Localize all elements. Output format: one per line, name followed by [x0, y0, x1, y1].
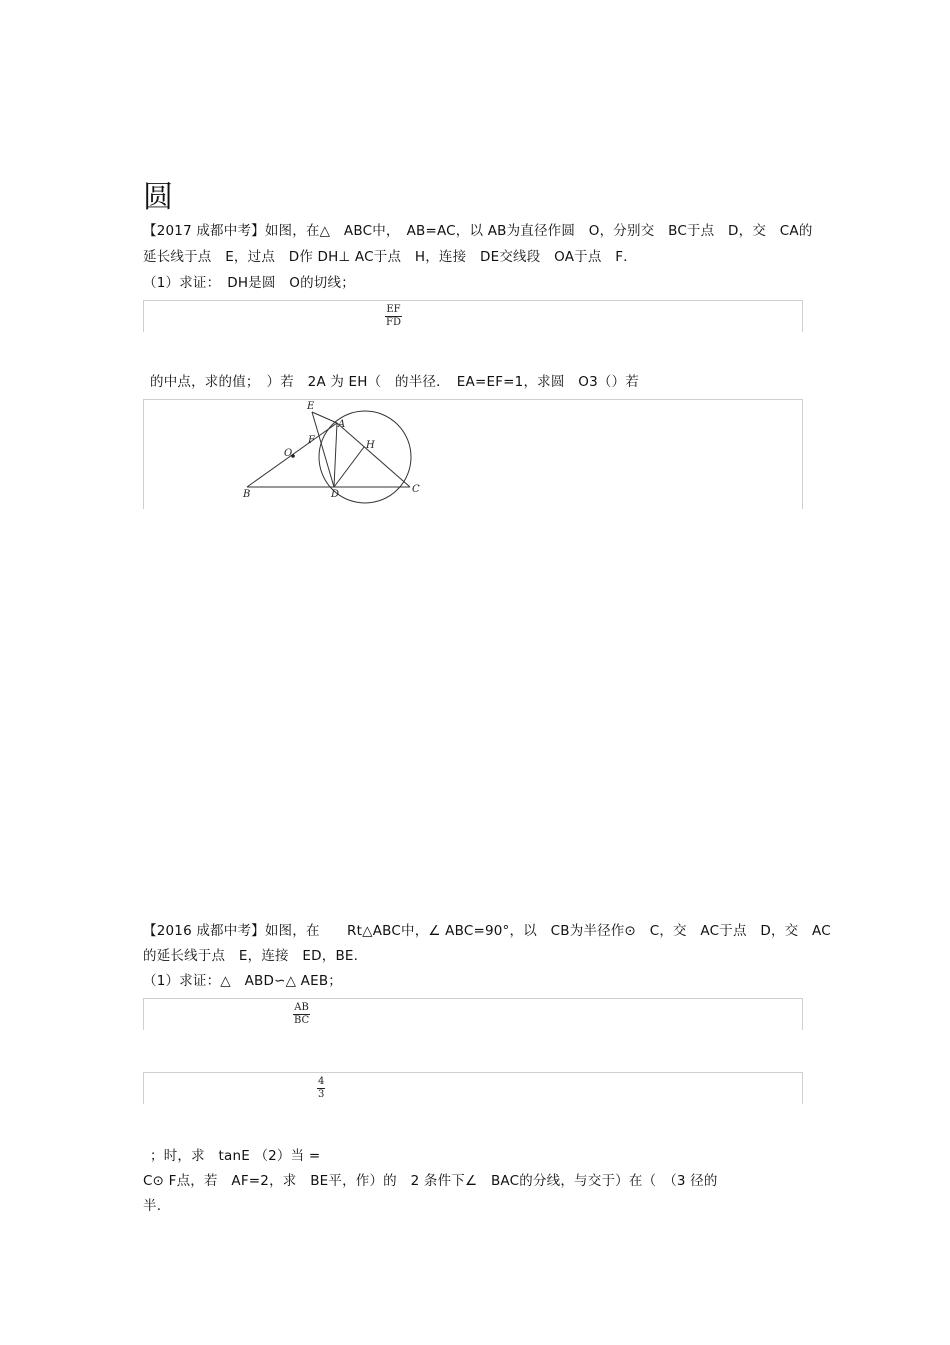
problem2-fraction-box-1	[143, 998, 803, 1030]
problem1-fraction-box	[143, 300, 803, 332]
problem2-fraction-box-2	[143, 1072, 803, 1104]
label-h: H	[366, 440, 375, 451]
problem1-statement-line1: 【2017 成都中考】如图，在△ ABC中， AB=AC，以 AB为直径作圆 O，分别交 BC于点 D，交 CA的	[143, 223, 813, 239]
problem1-question2: 的中点，求的值； ）若 2A 为 EH（ 的半径． EA=EF=1，求圆 O3（）若	[150, 374, 639, 390]
problem2-question2-line2: C⊙ F点，若 AF=2，求 BE平，作）的 2 条件下∠ BAC的分线，与交于）在（ （3 径的	[143, 1173, 718, 1189]
problem2-statement-line2: 的延长线于点 E，连接 ED，BE.	[143, 948, 359, 964]
segment-dh	[334, 447, 364, 487]
problem2-question2-line1: ；时，求 tanE （2）当 =	[150, 1148, 321, 1164]
segment-ac	[337, 423, 410, 487]
segment-ad	[334, 423, 337, 487]
label-f: F	[308, 435, 315, 446]
problem1-figure-box	[143, 399, 803, 509]
page-title: 圆	[143, 180, 173, 215]
label-e: E	[307, 401, 315, 412]
fraction-denominator: 3	[318, 1089, 325, 1100]
problem2-statement-line1: 【2016 成都中考】如图，在 Rt△ABC中，∠ ABC=90°，以 CB为半径作⊙ C，交 AC于点 D，交 AC	[143, 923, 831, 939]
problem1-question1: （1）求证： DH是圆 O的切线；	[143, 275, 355, 291]
problem2-fraction-1	[293, 1002, 310, 1027]
label-a: A	[338, 419, 346, 430]
problem2-fraction-2	[317, 1076, 325, 1101]
fraction-numerator: EF	[386, 304, 401, 315]
problem2-question1: （1）求证：△ ABD∽△ AEB；	[143, 973, 342, 989]
fraction-denominator: FD	[386, 317, 401, 328]
label-b: B	[243, 489, 251, 500]
label-c: C	[412, 484, 420, 495]
problem1-fraction	[385, 304, 402, 329]
fraction-denominator: BC	[294, 1015, 310, 1026]
label-d: D	[331, 489, 340, 500]
label-o: O	[284, 448, 293, 459]
fraction-numerator: 4	[318, 1076, 325, 1087]
segment-ea	[312, 412, 337, 423]
problem1-statement-line2: 延长线于点 E，过点 D作 DH⊥ AC于点 H，连接 DE交线段 OA于点 F．	[143, 249, 637, 265]
problem2-question2-line3: 半.	[143, 1198, 162, 1214]
geometry-figure-1	[234, 400, 534, 510]
fraction-numerator: AB	[294, 1002, 309, 1013]
